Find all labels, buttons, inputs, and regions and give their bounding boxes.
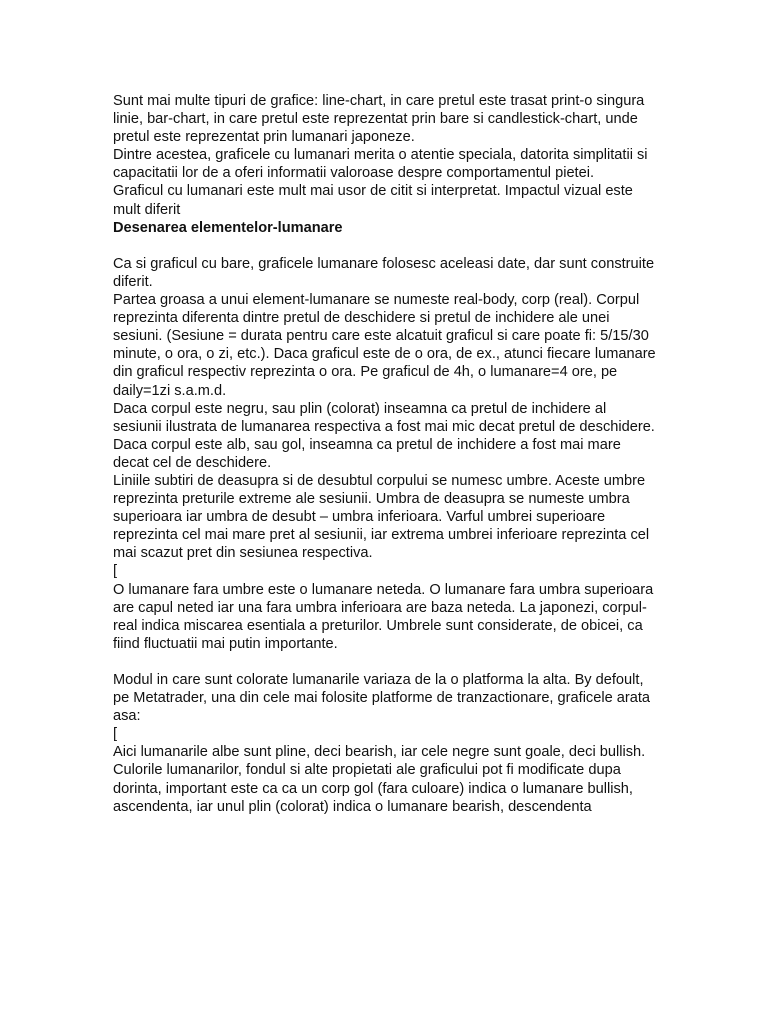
paragraph-smooth-candle: O lumanare fara umbre este o lumanare neteda. O lumanare fara umbra superioara are capul neted iar una fara umbra inferioara are baza neteda. La japonezi, corpul-real indica miscarea esentiala a preturilor. Umbrele sunt considerate, de obicei, ca fiind fluctuatii mai putin importante.: [113, 581, 654, 652]
blank-line: [113, 653, 658, 671]
paragraph-platform-colors: Modul in care sunt colorate lumanarile variaza de la o platforma la alta. By defoult, pe Metatrader, una din cele mai folosite platforme de tranzactionare, graficele arata asa:: [113, 672, 651, 725]
image-placeholder-bracket: [: [113, 726, 118, 743]
image-placeholder-bracket: [: [113, 563, 118, 580]
paragraph-color-meaning: Aici lumanarile albe sunt pline, deci bearish, iar cele negre sunt goale, deci bullish. Culorile lumanarilor, fondul si alte propietati ale graficului pot fi modificate dupa dorinta, important este ca ca un corp gol (fara culoare) indica o lumanare bullish, ascendenta, iar unul plin (colorat) indica o lumanare bearish, descendenta: [113, 744, 646, 815]
paragraph-body-color: Daca corpul este negru, sau plin (colorat) inseamna ca pretul de inchidere al sesiunii ilustrata de lumanarea respectiva a fost mai mic decat pretul de deschidere. Daca corpul este alb, sau gol, inseamna ca pretul de inchidere a fost mai mare decat cel de deschidere.: [113, 400, 655, 471]
paragraph-same-data: Ca si graficul cu bare, graficele lumanare folosesc aceleasi date, dar sunt construite diferit.: [113, 255, 655, 290]
paragraph-shadows: Liniile subtiri de deasupra si de desubtul corpului se numesc umbre. Aceste umbre reprezinta preturile extreme ale sesiunii. Umbra de deasupra se numeste umbra superioara iar umbra de desubt – umbra inferioara. Varful umbrei superioare reprezinta cel mai mare pret al sesiunii, iar extrema umbrei inferioare reprezinta cel mai scazut pret din sesiunea respectiva.: [113, 472, 650, 562]
paragraph-candlestick-attention: Dintre acestea, graficele cu lumanari merita o atentie speciala, datorita simplitatii si capacitatii lor de a oferi informatii valoroase despre comportamentul pietei.: [113, 147, 648, 182]
paragraph-visual-impact: Graficul cu lumanari este mult mai usor de citit si interpretat. Impactul vizual este mult diferit: [113, 183, 633, 218]
blank-line: [113, 237, 658, 255]
paragraph-chart-types: Sunt mai multe tipuri de grafice: line-chart, in care pretul este trasat print-o singura linie, bar-chart, in care pretul este reprezentat prin bare si candlestick-chart, unde pretul este reprezentat prin lumanari japoneze.: [113, 93, 645, 146]
document-body: [113, 92, 658, 816]
paragraph-real-body: Partea groasa a unui element-lumanare se numeste real-body, corp (real). Corpul reprezinta diferenta dintre pretul de deschidere si pretul de inchidere ale unei sesiuni. (Sesiune = durata pentru care este alcatuit graficul si care poate fi: 5/15/30 minute, o ora, o zi, etc.). Daca graficul este de o ora, de ex., atunci fiecare lumanare din graficul respectiv reprezinta o ora. Pe graficul de 4h, o lumanare=4 ore, pe daily=1zi s.a.m.d.: [113, 292, 656, 399]
section-heading: Desenarea elementelor-lumanare: [113, 219, 343, 236]
